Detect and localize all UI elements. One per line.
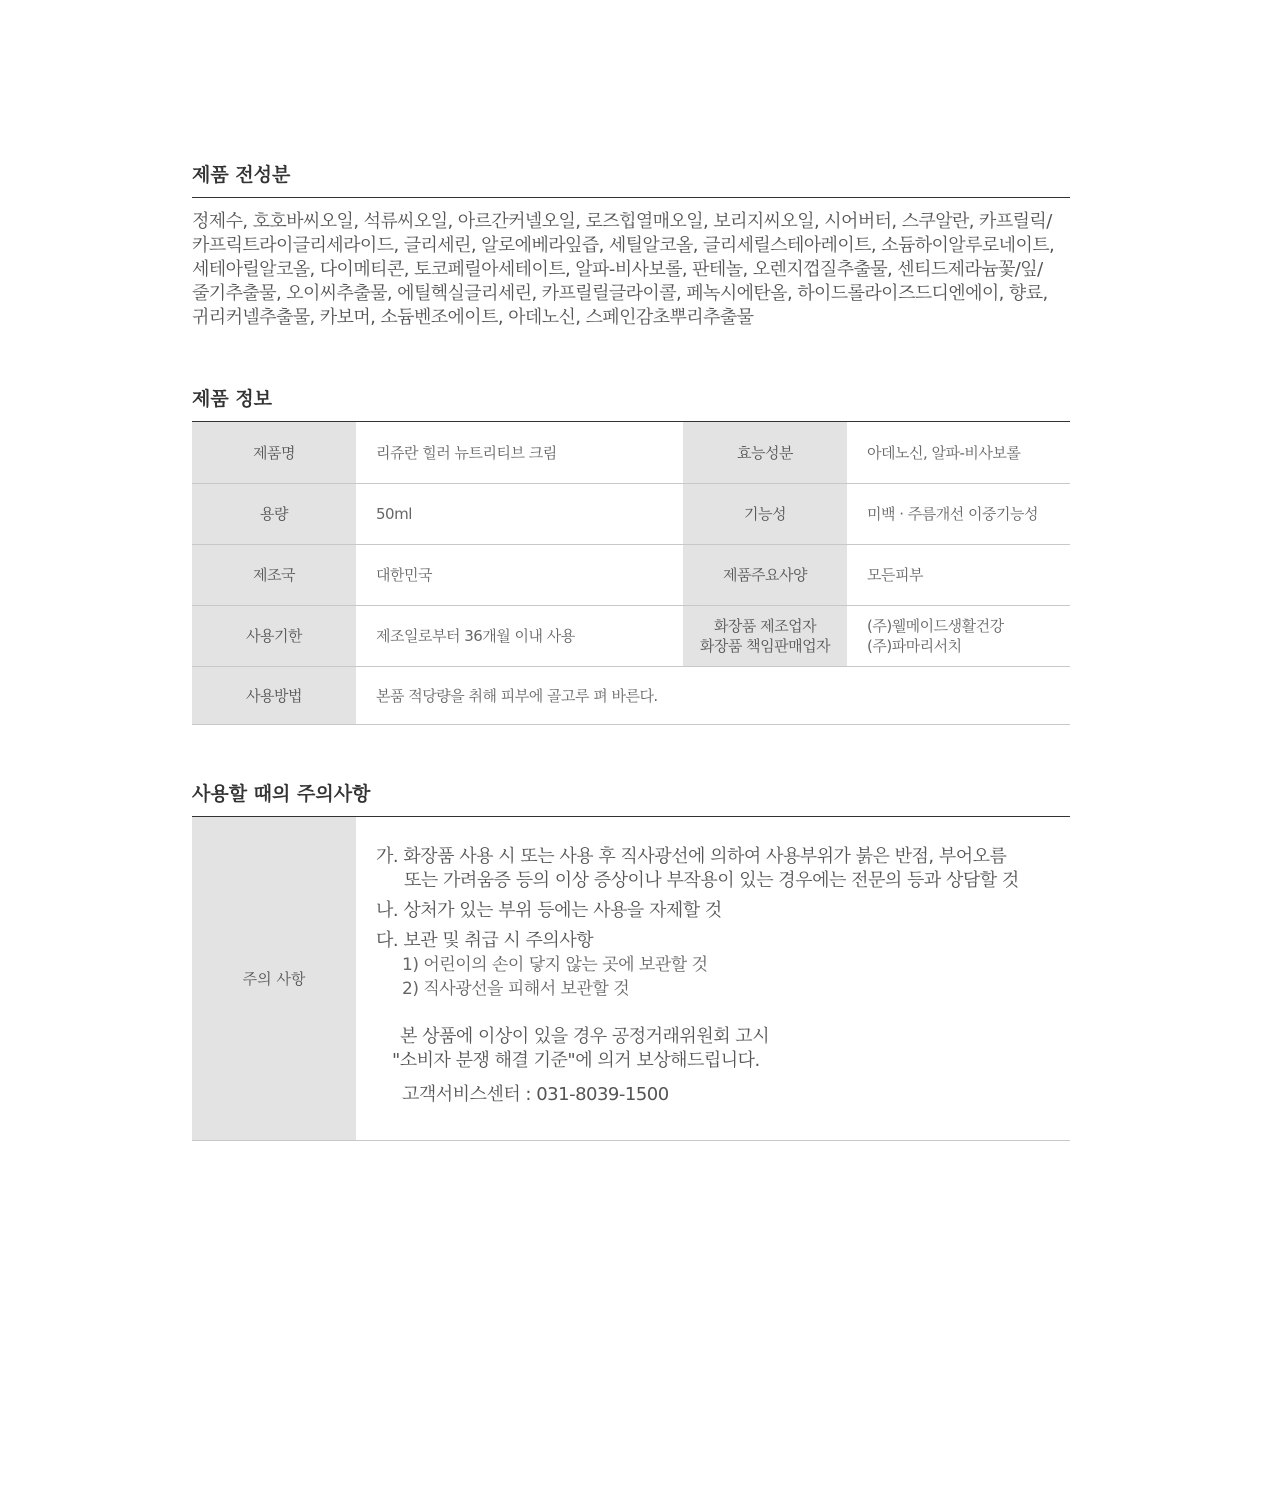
caution-item-b: 나. 상처가 있는 부위 등에는 사용을 자제할 것 [376, 899, 722, 921]
caution-content [356, 817, 1070, 1141]
caution-item-c-2: 2) 직사광선을 피해서 보관할 것 [402, 978, 630, 999]
ingredients-line: 줄기추출물, 오이씨추출물, 에틸헥실글리세린, 카프릴릴글라이콜, 페녹시에탄올, 하이드롤라이즈드디엔에이, 향료, [192, 283, 1048, 304]
product-info-table [192, 422, 1070, 725]
product-info-section [192, 388, 1070, 725]
value-seller-line: (주)파마리서치 [867, 636, 962, 655]
table-row [192, 605, 1070, 666]
compensation-notice-line2: "소비자 분쟁 해결 기준"에 의거 보상해드립니다. [392, 1049, 760, 1071]
table-row [192, 666, 1070, 724]
value-expiry: 제조일로부터 36개월 이내 사용 [356, 605, 683, 666]
caution-item-a-line1: 가. 화장품 사용 시 또는 사용 후 직사광선에 의하여 사용부위가 붉은 반점, 부어오름 [376, 845, 1007, 867]
ingredients-line: 카프릭트라이글리세라이드, 글리세린, 알로에베라잎즙, 세틸알코올, 글리세릴스테아레이트, 소듐하이알루로네이트, [192, 235, 1055, 256]
value-product-name: 리쥬란 힐러 뉴트리티브 크림 [356, 422, 683, 483]
label-product-name: 제품명 [192, 422, 356, 483]
ingredients-line: 세테아릴알코올, 다이메티콘, 토코페릴아세테이트, 알파-비사보롤, 판테놀, 오렌지껍질추출물, 센티드제라늄꽃/잎/ [192, 259, 1043, 280]
table-row [192, 544, 1070, 605]
label-volume: 용량 [192, 483, 356, 544]
caution-title: 사용할 때의 주의사항 [192, 783, 1070, 817]
caution-item-c-1: 1) 어린이의 손이 닿지 않는 곳에 보관할 것 [402, 954, 708, 975]
label-manufacturer [683, 605, 847, 666]
table-row [192, 483, 1070, 544]
compensation-notice [376, 1025, 1070, 1073]
value-functionality: 미백 · 주름개선 이중기능성 [847, 483, 1070, 544]
value-main-spec: 모든피부 [847, 544, 1070, 605]
product-detail [192, 0, 1070, 1141]
table-row [192, 817, 1070, 1141]
ingredients-line: 귀리커넬추출물, 카보머, 소듐벤조에이트, 아데노신, 스페인감초뿌리추출물 [192, 307, 754, 328]
label-usage: 사용방법 [192, 666, 356, 724]
value-manufacturer [847, 605, 1070, 666]
caution-section [192, 783, 1070, 1141]
value-manufacturer-line: (주)웰메이드생활건강 [867, 616, 1004, 635]
caution-label: 주의 사항 [192, 817, 356, 1141]
label-country: 제조국 [192, 544, 356, 605]
table-row [192, 422, 1070, 483]
caution-item-a [376, 845, 1070, 893]
caution-table [192, 817, 1070, 1141]
label-expiry: 사용기한 [192, 605, 356, 666]
value-volume: 50ml [356, 483, 683, 544]
label-functionality: 기능성 [683, 483, 847, 544]
ingredients-title: 제품 전성분 [192, 164, 1070, 198]
label-manufacturer-line: 화장품 제조업자 [713, 616, 817, 635]
label-active-ingredient: 효능성분 [683, 422, 847, 483]
customer-service-number: 고객서비스센터 : 031-8039-1500 [402, 1083, 669, 1105]
value-active-ingredient: 아데노신, 알파-비사보롤 [847, 422, 1070, 483]
label-seller-line: 화장품 책임판매업자 [699, 636, 831, 655]
caution-item-a-line2: 또는 가려움증 등의 이상 증상이나 부작용이 있는 경우에는 전문의 등과 상담할 것 [404, 869, 1019, 891]
product-info-title: 제품 정보 [192, 388, 1070, 422]
ingredients-list [192, 210, 1070, 330]
value-usage: 본품 적당량을 취해 피부에 골고루 펴 바른다. [356, 666, 1070, 724]
compensation-notice-line1: 본 상품에 이상이 있을 경우 공정거래위원회 고시 [400, 1025, 770, 1047]
caution-item-c: 다. 보관 및 취급 시 주의사항 [376, 929, 594, 951]
label-main-spec: 제품주요사양 [683, 544, 847, 605]
ingredients-section [192, 0, 1070, 330]
value-country: 대한민국 [356, 544, 683, 605]
ingredients-line: 정제수, 호호바씨오일, 석류씨오일, 아르간커넬오일, 로즈힙열매오일, 보리지씨오일, 시어버터, 스쿠알란, 카프릴릭/ [192, 211, 1052, 232]
